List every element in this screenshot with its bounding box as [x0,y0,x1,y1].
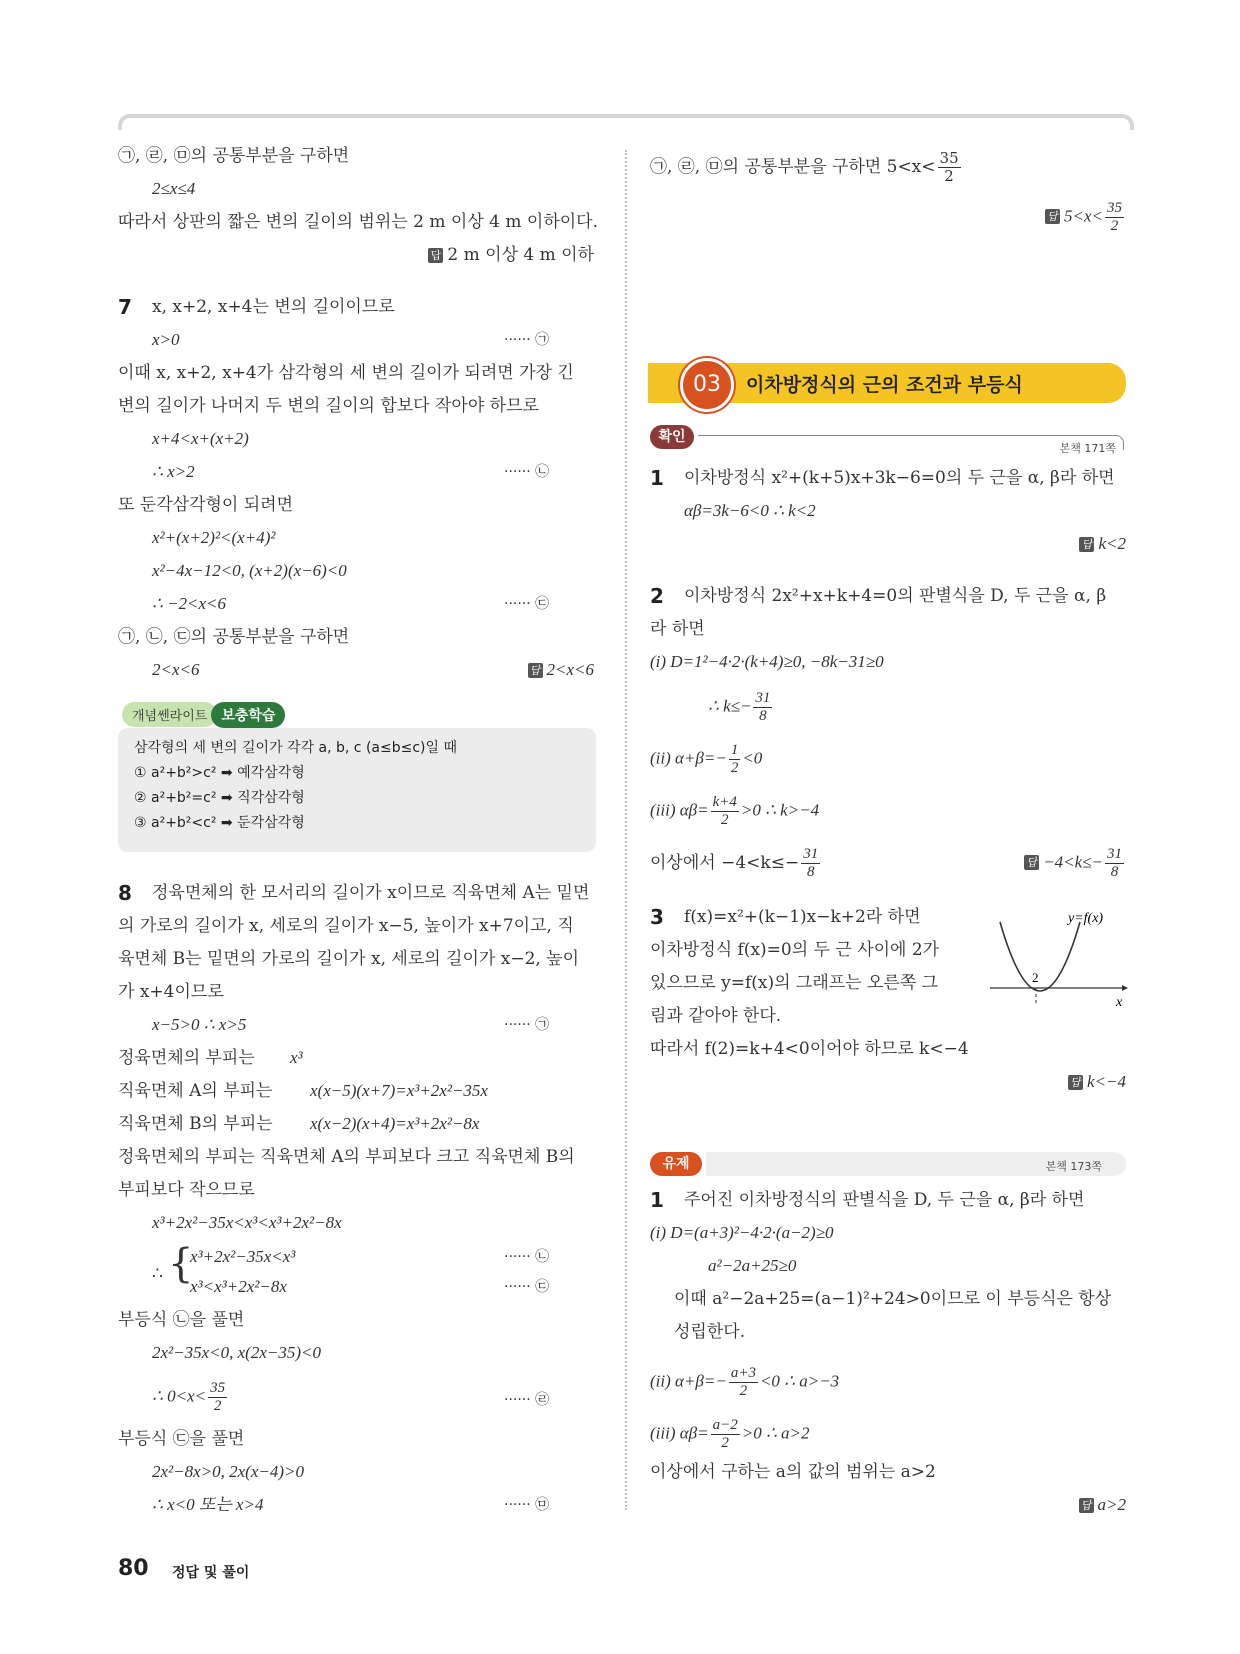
fraction [938,150,961,185]
parabola-curve [1000,922,1080,991]
math-line: a²−2a+25≥0 [708,1256,797,1275]
line: 이때 x, x+2, x+4가 삼각형의 세 변의 길이가 되려면 가장 긴 [118,363,574,383]
numerator: a−2 [712,1417,738,1433]
denominator: 2 [721,1435,729,1451]
text: 이상에서 −4<k≤− [650,853,800,873]
math-line: x³ [290,1048,303,1067]
tag-supplement: 보충학습 [211,702,285,728]
math-line: x(x−5)(x+7)=x³+2x²−35x [310,1081,488,1100]
math-line: 2<x<6 [152,660,200,679]
math-line: x−5>0 ∴ x>5 [152,1015,247,1034]
fraction [729,742,741,777]
answer-text: 5<x< [1064,206,1103,226]
answer [1068,1070,1126,1094]
line: x, x+2, x+4는 변의 길이이므로 [152,297,395,317]
numerator: a+3 [730,1365,756,1381]
math-line: (i) D=(a+3)²−4·2·(a−2)≥0 [650,1223,834,1242]
exercise-badge: 유제 [650,1152,702,1176]
section-number: 03 [680,358,734,412]
line: 이차방정식 x²+(k+5)x+3k−6=0의 두 근을 α, β라 하면 [684,468,1115,488]
answer-mark-icon: 답 [1068,1075,1083,1090]
math-line: x³+2x²−35x<x³<x³+2x²−8x [152,1213,342,1232]
math-text: <0 [742,748,763,768]
line: 이때 a²−2a+25=(a−1)²+24>0이므로 이 부등식은 항상 [674,1289,1112,1309]
math-line: x+4<x+(x+2) [152,429,249,448]
line: 부피보다 작으므로 [118,1180,255,1200]
denominator: 8 [806,864,815,880]
footer-title: 정답 및 풀이 [172,1565,250,1581]
line: 직육면체 A의 부피는 [118,1081,273,1101]
math-text: (iii) αβ= [650,800,709,820]
math-text: >0 ∴ k>−4 [740,800,820,820]
denominator: 2 [213,1398,222,1414]
math-line: x³+2x²−35x<x³ [190,1247,296,1266]
page-reference: 본책 171쪽 [1059,442,1116,455]
math-line: 2≤x≤4 [152,179,196,198]
x-label: x [1116,995,1123,1010]
denominator: 8 [759,708,767,724]
condition-label: ······ ㉠ [504,1017,550,1033]
fraction [711,1417,740,1452]
answer [1024,846,1126,881]
line: 따라서 f(2)=k+4<0이어야 하므로 k<−4 [650,1039,969,1059]
box-line: 삼각형의 세 변의 길이가 각각 a, b, c (a≤b≤c)일 때 [134,740,457,756]
line: 직육면체 B의 부피는 [118,1114,273,1134]
math-text: ∴ k≤− [708,696,752,716]
tag-concept: 개념쎈라이트 [122,702,217,727]
fraction [729,1365,758,1400]
condition-label: ······ ㉣ [504,1392,550,1408]
numerator: k+4 [712,794,737,810]
math-line [708,690,774,725]
condition-label: ······ ㉢ [504,596,550,612]
math-text: ∴ 0<x< [152,1386,207,1406]
fraction [711,794,739,829]
denominator: 2 [730,760,739,776]
problem-number: 8 [118,881,132,905]
math-text: <0 ∴ a>−3 [759,1371,840,1391]
problem-number: 1 [650,466,664,490]
line: ㉠, ㉣, ㉤의 공통부분을 구하면 [118,146,350,166]
answer-text: a>2 [1097,1495,1126,1514]
math-line [650,794,819,829]
condition-label: ······ ㉤ [504,1497,550,1513]
math-line: 2x²−8x>0, 2x(x−4)>0 [152,1462,304,1481]
line: 정육면체의 부피는 [118,1048,255,1068]
line: 이차방정식 f(x)=0의 두 근 사이에 2가 [650,940,940,960]
text: ㉠, ㉣, ㉤의 공통부분을 구하면 5<x< [650,157,936,177]
line: 또 둔각삼각형이 되려면 [118,495,294,515]
line: 있으므로 y=f(x)의 그래프는 오른쪽 그 [650,973,939,993]
curve-label: y=f(x) [1068,911,1104,926]
math-line: x(x−2)(x+4)=x³+2x²−8x [310,1114,480,1133]
line: 변의 길이가 나머지 두 변의 길이의 합보다 작아야 하므로 [118,396,539,416]
line: 정육면체의 부피는 직육면체 A의 부피보다 크고 직육면체 B의 [118,1147,575,1167]
math-line: (i) D=1²−4·2·(k+4)≥0, −8k−31≥0 [650,652,884,671]
line: 이상에서 구하는 a의 값의 범위는 a>2 [650,1462,936,1482]
math-text: (ii) α+β=− [650,748,727,768]
page-reference: 본책 173쪽 [1045,1160,1102,1173]
condition-label: ······ ㉢ [504,1279,550,1295]
numerator: 35 [939,149,959,167]
math-line: x³<x³+2x²−8x [190,1277,287,1296]
problem-number: 3 [650,905,664,929]
math-line [650,1417,810,1452]
answer-mark-icon: 답 [1024,855,1039,870]
math-text: (ii) α+β=− [650,1371,727,1391]
line: 부등식 ㉡을 풀면 [118,1310,245,1330]
denominator: 8 [1110,864,1119,880]
line: 이차방정식 2x²+x+k+4=0의 판별식을 D, 두 근을 α, β [684,586,1107,606]
fraction [1105,200,1124,235]
answer-mark-icon: 답 [1079,1498,1094,1513]
math-line [650,1365,839,1400]
problem-number: 2 [650,584,664,608]
line: 가 x+4이므로 [118,982,224,1002]
line: 주어진 이차방정식의 판별식을 D, 두 근을 α, β라 하면 [684,1190,1085,1210]
math-line: x²+(x+2)²<(x+4)² [152,528,276,547]
numerator: 31 [1107,846,1122,862]
fraction [801,846,820,881]
numerator: 31 [755,690,771,706]
answer [1045,200,1126,235]
answer-text: −4<k≤− [1043,852,1103,872]
line: 의 가로의 길이가 x, 세로의 길이가 x−5, 높이가 x+7이고, 직 [118,916,574,936]
math-text: >0 ∴ a>2 [741,1423,810,1443]
line [650,846,822,881]
math-line: ∴ −2<x<6 [152,594,227,613]
condition-label: ······ ㉡ [504,1249,550,1265]
condition-label: ······ ㉡ [504,464,550,480]
math-line: αβ=3k−6<0 ∴ k<2 [684,501,816,520]
numerator: 35 [210,1380,226,1396]
math-line: ∴ x<0 또는 x>4 [152,1495,264,1514]
line: f(x)=x²+(k−1)x−k+2라 하면 [684,907,921,927]
answer-text: k<2 [1098,534,1126,553]
section-title: 이차방정식의 근의 조건과 부등식 [746,374,1023,396]
line: 부등식 ㉢을 풀면 [118,1429,245,1449]
numerator: 31 [803,846,819,862]
line: 육면체 B는 밑면의 가로의 길이가 x, 세로의 길이가 x−2, 높이 [118,949,580,969]
math-line: 2x²−35x<0, x(2x−35)<0 [152,1343,321,1362]
denominator: 2 [739,1383,748,1399]
line: ㉠, ㉡, ㉢의 공통부분을 구하면 [118,627,350,647]
parabola-graph [980,900,1130,1020]
box-line: ② a²+b²=c² ➡ 직각삼각형 [134,790,305,806]
numerator: 35 [1107,200,1122,216]
x-axis-arrow-icon [1122,985,1128,991]
column-divider [625,150,627,1510]
line: 성립한다. [674,1322,746,1342]
denominator: 2 [944,167,954,185]
math-line: x>0 [152,330,180,349]
top-border [118,114,1134,130]
answer-text: k<−4 [1087,1072,1126,1091]
answer-mark-icon: 답 [528,663,543,678]
line: 라 하면 [650,619,705,639]
answer-mark-icon: 답 [1045,209,1060,224]
therefore: ∴ [152,1264,163,1284]
brace: { [168,1241,194,1287]
line: 정육면체의 한 모서리의 길이가 x이므로 직육면체 A는 밑면 [152,883,590,903]
line [650,150,963,185]
tick-2: 2 [1032,970,1039,985]
math-line: ∴ x>2 [152,462,195,481]
math-line [152,1380,229,1415]
page-number: 80 [118,1556,149,1581]
fraction [753,690,772,725]
answer [1079,1493,1126,1517]
problem-number: 1 [650,1188,664,1212]
box-line: ① a²+b²>c² ➡ 예각삼각형 [134,765,305,781]
fraction [208,1380,227,1415]
answer [1079,532,1126,556]
denominator: 2 [721,812,729,828]
supplement-tag [122,702,285,728]
problem-number: 7 [118,295,132,319]
line: 림과 같아야 한다. [650,1006,782,1026]
answer [528,658,595,682]
answer [428,243,594,267]
condition-label: ······ ㉠ [504,332,550,348]
math-line: x²−4x−12<0, (x+2)(x−6)<0 [152,561,347,580]
math-text: (iii) αβ= [650,1423,709,1443]
answer-mark-icon: 답 [1079,537,1094,552]
math-line [650,742,762,777]
numerator: 1 [730,742,739,758]
denominator: 2 [1110,218,1119,234]
answer-text: 2 m 이상 4 m 이하 [447,245,594,265]
box-line: ③ a²+b²<c² ➡ 둔각삼각형 [134,815,305,831]
answer-mark-icon: 답 [428,248,443,263]
line: 따라서 상판의 짧은 변의 길이의 범위는 2 m 이상 4 m 이하이다. [118,212,599,232]
fraction [1105,846,1124,881]
answer-text: 2<x<6 [546,660,594,679]
confirm-badge: 확인 [650,425,694,449]
